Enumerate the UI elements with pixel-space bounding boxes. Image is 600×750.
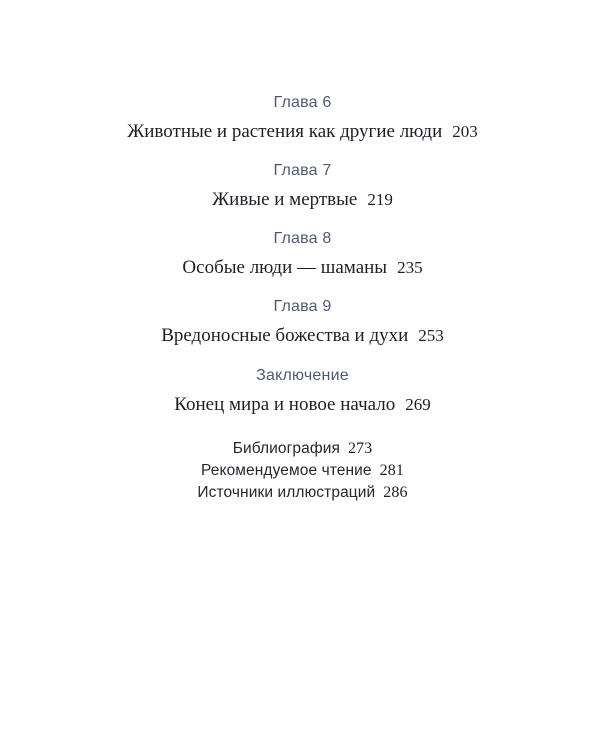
back-matter-list (5, 438, 600, 504)
back-matter-page-number: 273 (347, 440, 373, 457)
chapter-title-text: Живые и мертвые (212, 189, 358, 210)
back-matter-label: Рекомендуемое чтение (201, 462, 372, 479)
chapter-heading: Глава 7 (273, 162, 332, 179)
toc-entry-chapter-6 (5, 94, 600, 143)
chapter-title-line[interactable] (5, 121, 600, 143)
chapter-page-number: 235 (397, 258, 423, 277)
chapter-page-number: 253 (418, 326, 444, 345)
back-matter-page-number: 281 (379, 462, 404, 479)
toc-entry-chapter-7 (5, 162, 600, 211)
back-matter-label: Источники иллюстраций (197, 484, 376, 501)
back-matter-page-number: 286 (383, 484, 408, 501)
chapter-title-line[interactable] (5, 394, 600, 416)
chapter-heading: Глава 6 (273, 94, 332, 111)
chapter-heading: Глава 8 (273, 230, 332, 247)
chapter-title-text: Особые люди — шаманы (182, 257, 388, 278)
toc-entry-chapter-9 (5, 298, 600, 347)
chapter-page-number: 219 (367, 190, 393, 209)
chapter-title-line[interactable] (5, 257, 600, 279)
chapter-page-number: 269 (405, 395, 431, 414)
back-matter-item-illustration-sources[interactable] (5, 482, 600, 504)
toc-entry-chapter-8 (5, 230, 600, 279)
chapter-title-text: Конец мира и новое начало (174, 394, 396, 415)
chapter-heading: Заключение (256, 367, 349, 384)
chapter-heading: Глава 9 (273, 298, 332, 315)
toc-entry-conclusion (5, 367, 600, 416)
chapter-title-text: Животные и растения как другие люди (127, 121, 443, 142)
back-matter-item-bibliography[interactable] (5, 438, 600, 460)
back-matter-label: Библиография (232, 440, 340, 457)
chapter-title-line[interactable] (5, 189, 600, 211)
chapter-title-text: Вредоносные божества и духи (161, 325, 409, 346)
chapter-title-line[interactable] (5, 325, 600, 347)
back-matter-item-recommended-reading[interactable] (5, 460, 600, 482)
chapter-page-number: 203 (452, 122, 478, 141)
